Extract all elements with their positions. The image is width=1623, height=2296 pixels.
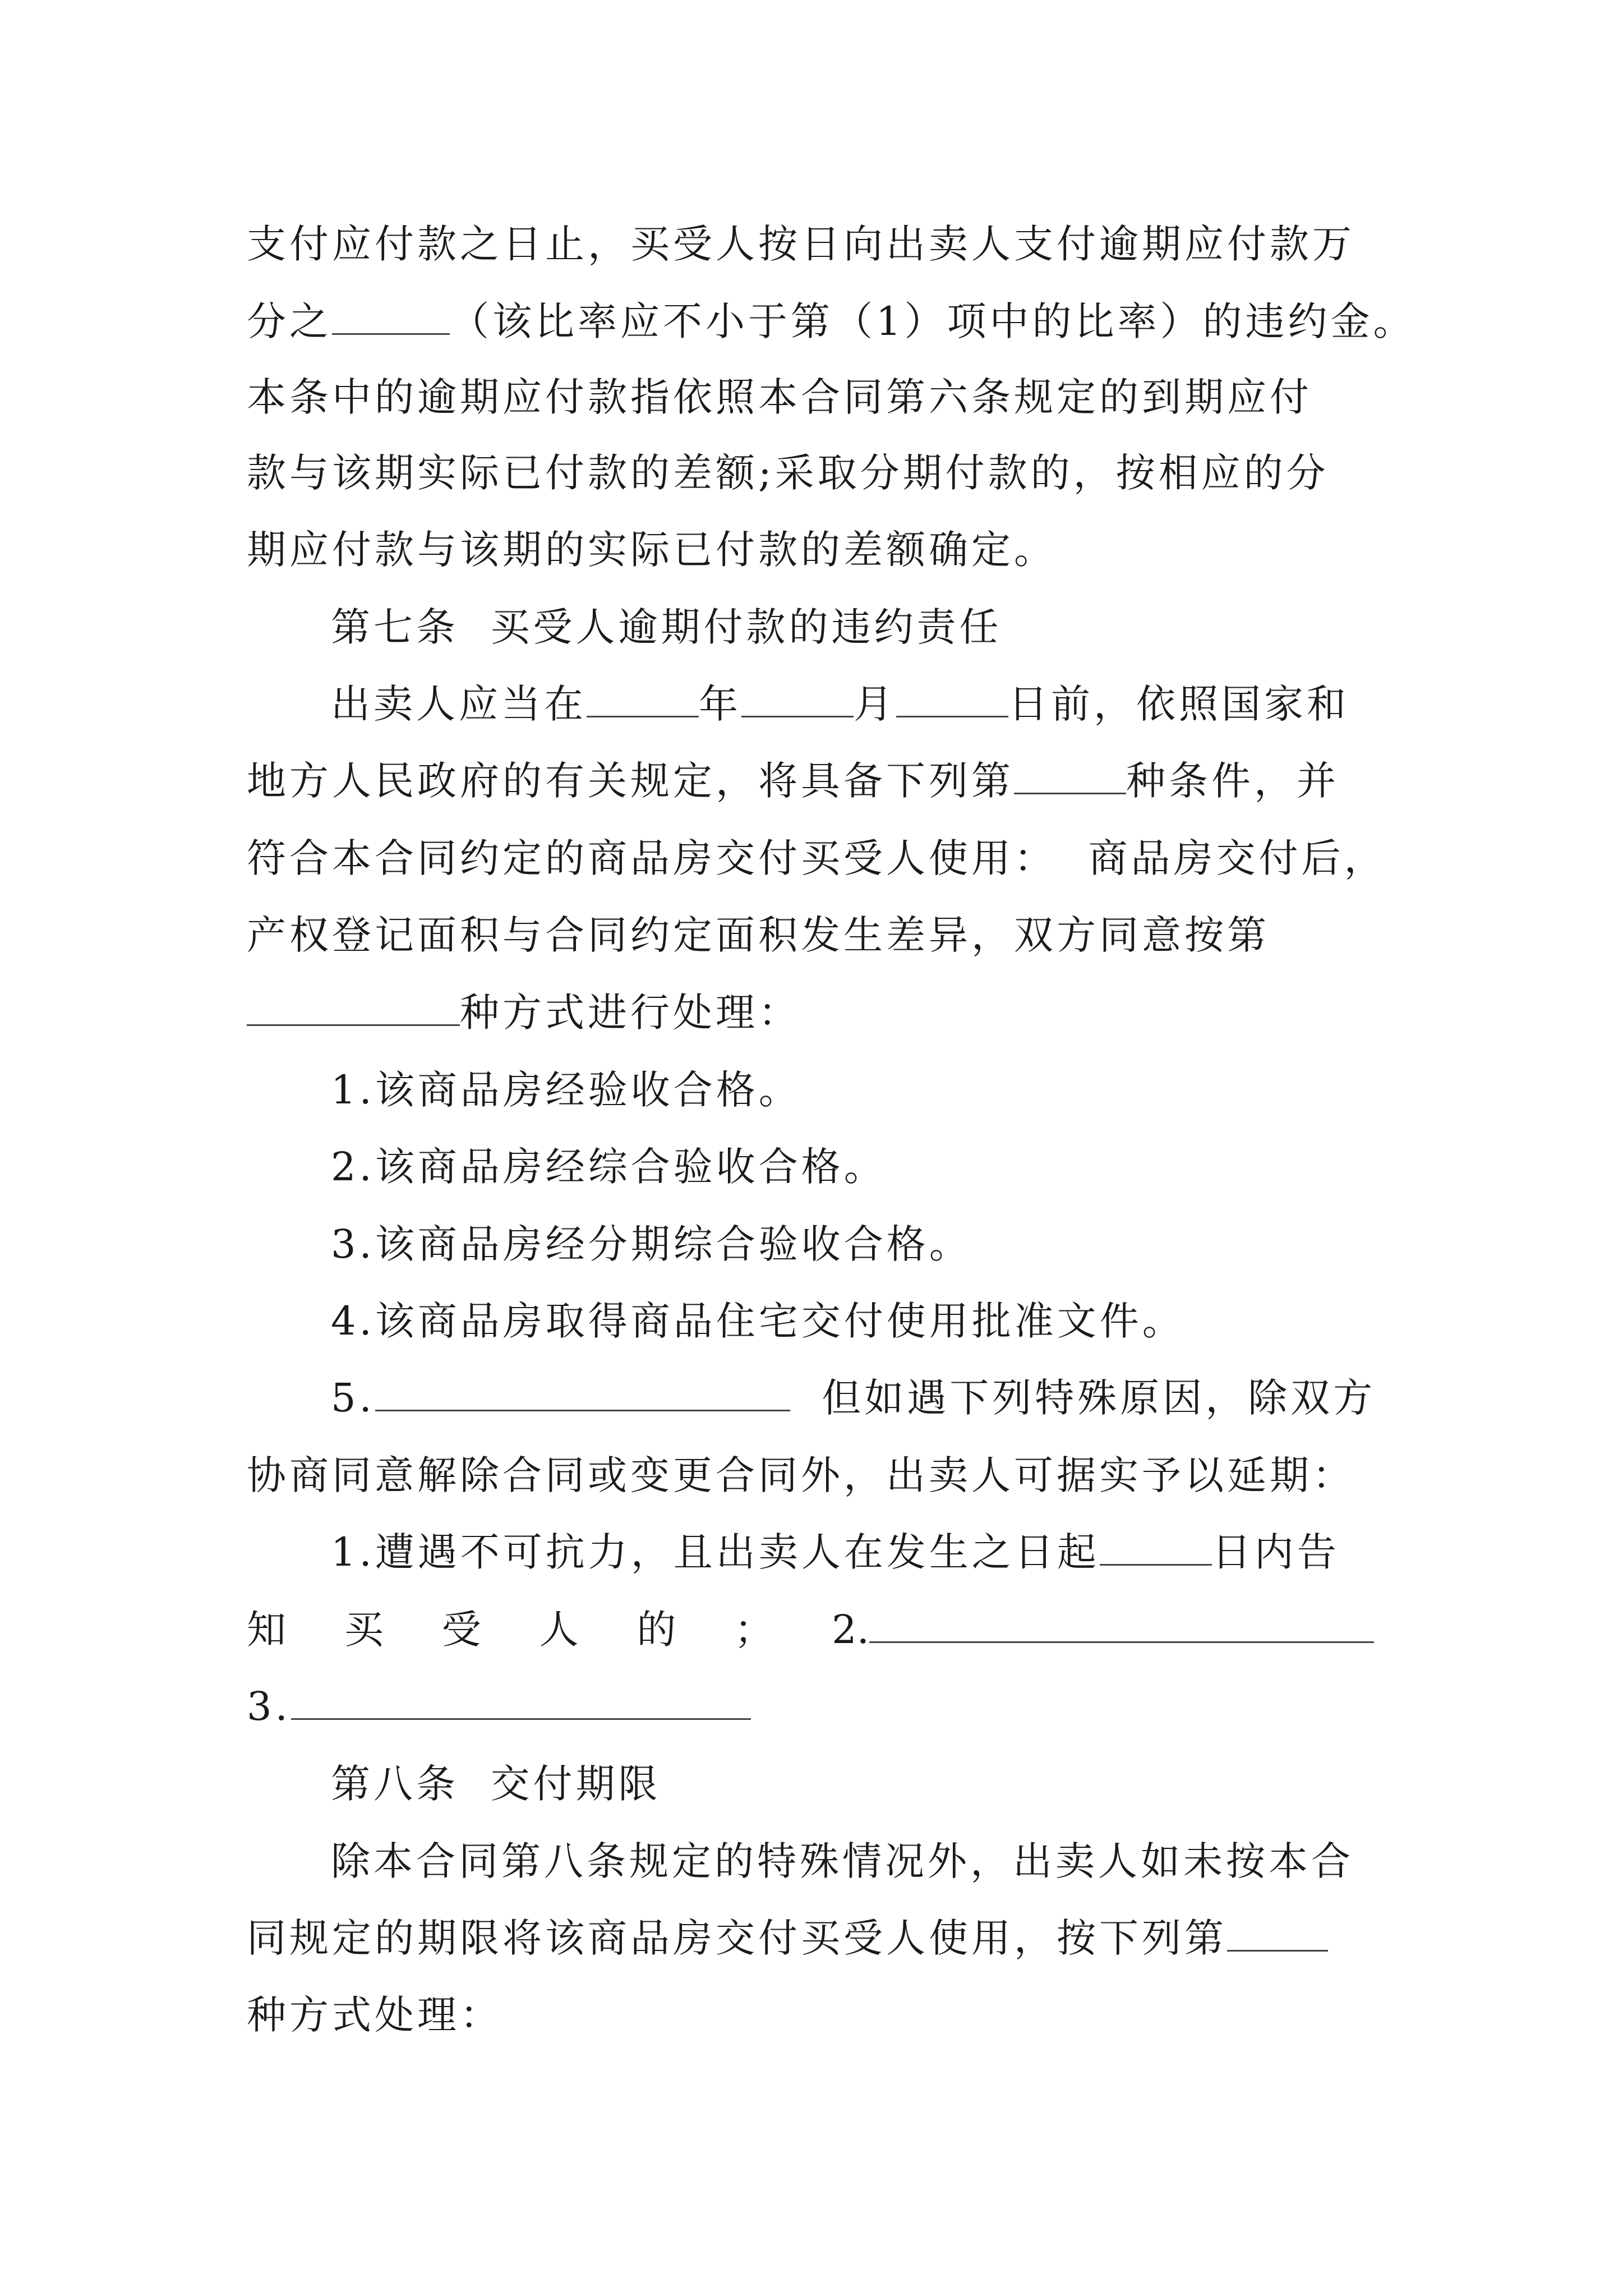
text-run: 除本合同第八条规定的特殊情况外，出卖人如未按本合: [331, 1838, 1354, 1884]
text-line: [247, 1910, 1328, 1966]
fill-blank: [247, 990, 460, 1026]
text-run: 种方式处理：: [247, 1992, 502, 2038]
text-line: [247, 369, 1312, 425]
text-run: 1.遭遇不可抗力，且出卖人在发生之日起: [331, 1529, 1100, 1575]
text-line: [247, 830, 1387, 886]
text-line: [247, 907, 1270, 963]
text-line: [247, 753, 1339, 809]
text-run: 买: [344, 1607, 384, 1653]
text-run: 期应付款与该期的实际已付款的差额确定。: [247, 527, 1057, 573]
text-line: [331, 1524, 1340, 1580]
text-run: 日前，依照国家和: [1008, 681, 1349, 727]
text-run: 同规定的期限将该商品房交付买受人使用，按下列第: [247, 1915, 1227, 1961]
text-run: 受: [441, 1607, 481, 1653]
list-item: [331, 1293, 1185, 1349]
text-run: 知: [247, 1607, 286, 1653]
fill-blank: [1014, 758, 1126, 794]
fill-blank: [741, 681, 854, 717]
text-line: [247, 216, 1355, 272]
text-run: 种条件，并: [1126, 758, 1339, 804]
list-item: [331, 1216, 972, 1272]
text-run: 地方人民政府的有关规定，将具备下列第: [247, 758, 1014, 804]
text-run: 出卖人应当在: [331, 681, 587, 727]
list-item-text: 4.该商品房取得商品住宅交付使用批准文件。: [331, 1298, 1185, 1344]
fill-blank: [896, 681, 1008, 717]
list-item: [331, 1370, 1376, 1426]
section-heading: [331, 599, 1002, 655]
text-run: （该比率应不小于第（1）项中的比率）的违约金。: [450, 298, 1416, 344]
text-run: 5.: [331, 1375, 375, 1421]
text-run: 但如遇下列特殊原因，除双方: [790, 1375, 1376, 1421]
list-item-text: 1.该商品房经验收合格。: [331, 1067, 801, 1113]
text-run: 符合本合同约定的商品房交付买受人使用： 商品房交付后，: [247, 835, 1387, 881]
list-item-text: 2.该商品房经综合验收合格。: [331, 1144, 887, 1190]
text-run: 的: [637, 1607, 676, 1653]
text-run: 协商同意解除合同或变更合同外，出卖人可据实予以延期：: [247, 1452, 1355, 1498]
text-line: [247, 1602, 1374, 1658]
fill-blank: [375, 1375, 790, 1411]
fill-blank: [587, 681, 699, 717]
fill-blank: [291, 1683, 751, 1720]
text-run: 2.: [832, 1607, 869, 1653]
text-run: ；: [734, 1607, 774, 1653]
heading-text: 第八条 交付期限: [331, 1761, 661, 1807]
text-run: 人: [539, 1607, 579, 1653]
text-line: [247, 1987, 502, 2043]
text-run: 种方式进行处理：: [460, 990, 801, 1036]
text-run: 分之: [247, 298, 332, 344]
list-item: [331, 1062, 801, 1118]
section-heading: [331, 1756, 661, 1812]
list-item: [331, 1139, 887, 1195]
heading-text: 第七条 买受人逾期付款的违约责任: [331, 604, 1002, 650]
text-line: [247, 522, 1057, 578]
text-run: 3.: [247, 1683, 291, 1729]
text-line: [247, 1678, 751, 1734]
text-line: [247, 293, 1416, 349]
text-line: [331, 676, 1349, 732]
text-run: 本条中的逾期应付款指依照本合同第六条规定的到期应付: [247, 374, 1312, 420]
text-run: 款与该期实际已付款的差额;采取分期付款的，按相应的分: [247, 450, 1329, 496]
list-item-text: 3.该商品房经分期综合验收合格。: [331, 1221, 972, 1267]
text-line: [247, 984, 801, 1041]
text-run: 支付应付款之日止，买受人按日向出卖人支付逾期应付款万: [247, 221, 1355, 267]
text-line: [331, 1833, 1354, 1889]
text-run: 产权登记面积与合同约定面积发生差异，双方同意按第: [247, 912, 1270, 958]
text-line: [247, 1447, 1355, 1503]
text-run: 年: [699, 681, 741, 727]
text-line: [247, 445, 1329, 501]
fill-blank: [332, 298, 450, 335]
text-run: 月: [854, 681, 896, 727]
fill-blank: [1227, 1915, 1328, 1952]
text-run: 日内告: [1211, 1529, 1340, 1575]
fill-blank: [1100, 1529, 1212, 1566]
fill-blank: [869, 1607, 1374, 1643]
